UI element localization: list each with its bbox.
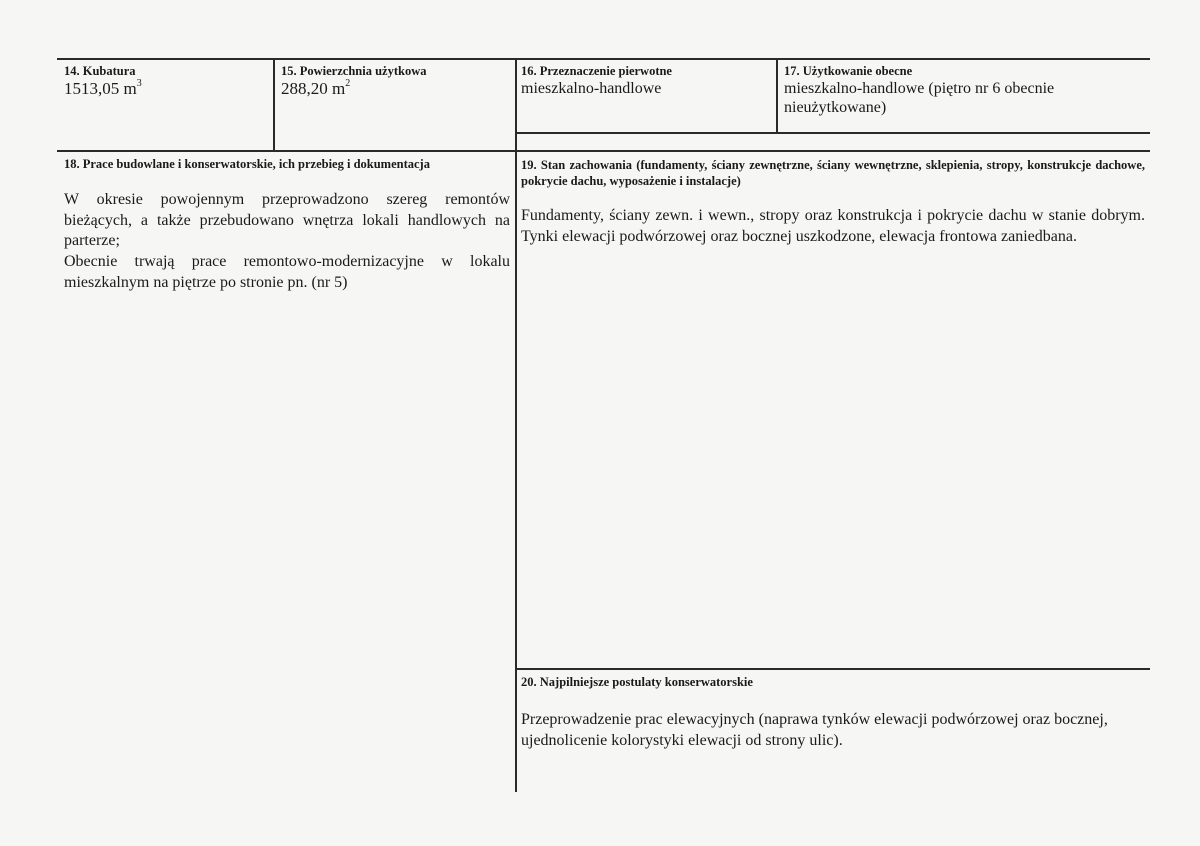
field20-text: Przeprowadzenie prac elewacyjnych (naprawa tynków elewacji podwórzowej oraz bocznej, ujednolicenie kolorystyki elewacji od strony ulic). xyxy=(521,711,1108,749)
field16-value: mieszkalno-handlowe xyxy=(521,80,662,97)
col-divider-3 xyxy=(776,58,778,134)
top-border xyxy=(57,58,1150,60)
field14-unit-exponent: 3 xyxy=(136,78,142,90)
field15-value xyxy=(281,79,350,98)
field14-number: 1513,05 m xyxy=(64,79,137,98)
field19-text: Fundamenty, ściany zewn. i wewn., stropy oraz konstrukcja i pokrycie dachu w stanie dobrym. Tynki elewacji podwórzowej oraz bocznej uszkodzone, elewacja frontowa zaniedbana. xyxy=(521,207,1145,245)
field15-number: 288,20 m xyxy=(281,79,346,98)
section-20-divider xyxy=(515,668,1150,670)
col-divider-main xyxy=(515,58,517,792)
field19-label: 19. Stan zachowania (fundamenty, ściany zewnętrzne, ściany wewnętrzne, sklepienia, stropy, konstrukcje dachowe, pokrycie dachu, wyposażenie i instalacje) xyxy=(521,158,1145,188)
field20-label: 20. Najpilniejsze postulaty konserwatorskie xyxy=(521,675,753,689)
field15-unit-exponent: 2 xyxy=(345,78,351,90)
field17-value: mieszkalno-handlowe (piętro nr 6 obecnie nieużytkowane) xyxy=(784,80,1055,116)
field14-label: 14. Kubatura xyxy=(64,64,136,78)
field16-label: 16. Przeznaczenie pierwotne xyxy=(521,64,672,78)
row-divider-right xyxy=(515,132,1150,134)
field17-label: 17. Użytkowanie obecne xyxy=(784,64,913,78)
col-divider-1 xyxy=(273,58,275,152)
row-divider-full xyxy=(57,150,1150,152)
field14-value xyxy=(64,79,142,98)
field18-label: 18. Prace budowlane i konserwatorskie, ich przebieg i dokumentacja xyxy=(64,157,430,171)
field15-label: 15. Powierzchnia użytkowa xyxy=(281,64,427,78)
field18-paragraph-2: Obecnie trwają prace remontowo-modernizacyjne w lokalu mieszkalnym na piętrze po stronie pn. (nr 5) xyxy=(64,253,510,291)
field18-paragraph-1: W okresie powojennym przeprowadzono szereg remontów bieżących, a także przebudowano wnętrza lokali handlowych na parterze; xyxy=(64,191,510,249)
